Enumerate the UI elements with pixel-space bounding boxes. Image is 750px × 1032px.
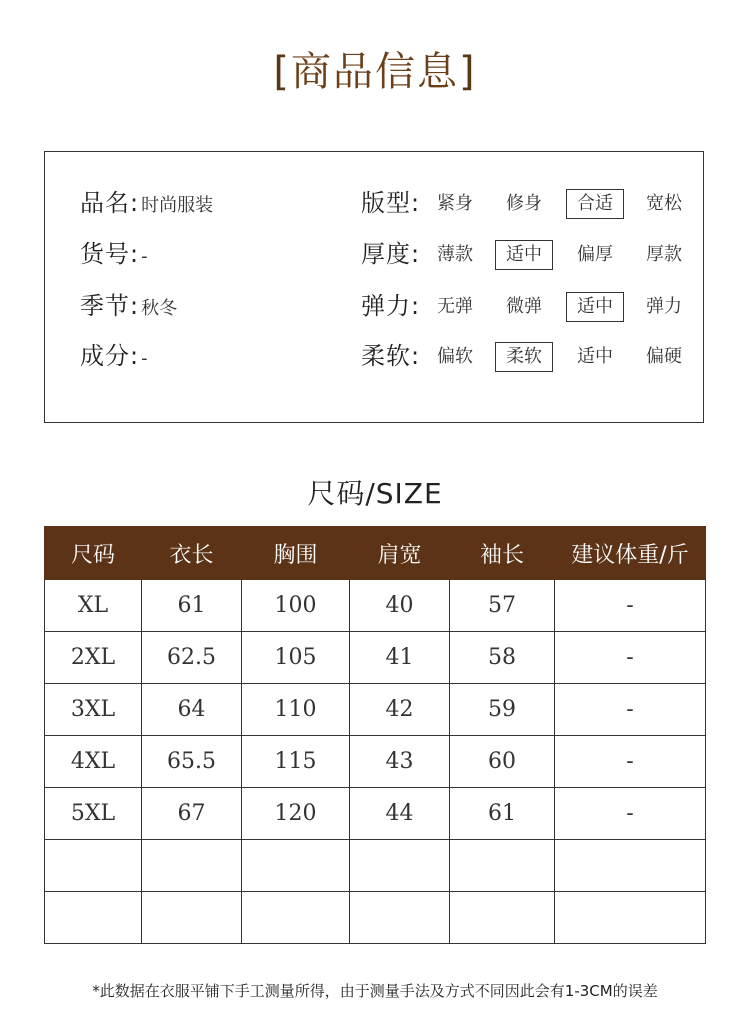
info-value: -	[141, 246, 148, 267]
header-sleeve: 袖长	[450, 527, 555, 580]
title-close-bracket: ]	[459, 49, 477, 95]
table-row	[45, 736, 706, 788]
table-cell: 4XL	[45, 736, 142, 788]
attr-option: 偏硬	[646, 346, 682, 367]
table-cell: -	[555, 632, 706, 684]
table-cell: 61	[142, 580, 242, 632]
table-cell: 44	[350, 788, 450, 840]
table-cell: 120	[242, 788, 350, 840]
attr-option: 合适	[566, 189, 624, 219]
info-label: 成分:	[80, 342, 140, 370]
table-cell: 105	[242, 632, 350, 684]
info-row	[45, 286, 703, 326]
table-cell: 115	[242, 736, 350, 788]
table-cell: 3XL	[45, 684, 142, 736]
table-cell: 64	[142, 684, 242, 736]
info-row	[45, 234, 703, 274]
info-value: -	[141, 348, 148, 369]
header-length: 衣长	[142, 527, 242, 580]
table-cell	[555, 892, 706, 944]
header-weight: 建议体重/斤	[555, 527, 706, 580]
attr-option: 紧身	[437, 193, 473, 214]
table-cell: 67	[142, 788, 242, 840]
table-cell: -	[555, 788, 706, 840]
table-cell	[242, 840, 350, 892]
table-cell: 65.5	[142, 736, 242, 788]
table-cell	[45, 892, 142, 944]
table-header-row	[45, 527, 706, 580]
attr-option: 适中	[566, 292, 624, 322]
attr-option: 薄款	[437, 244, 473, 265]
table-cell	[142, 892, 242, 944]
info-label: 品名:	[80, 189, 140, 217]
table-cell: 2XL	[45, 632, 142, 684]
attr-label: 弹力:	[361, 292, 421, 320]
header-bust: 胸围	[242, 527, 350, 580]
page-title	[0, 44, 750, 100]
header-shoulder: 肩宽	[350, 527, 450, 580]
attr-option: 微弹	[506, 296, 542, 317]
table-cell	[350, 840, 450, 892]
table-cell: XL	[45, 580, 142, 632]
table-row	[45, 580, 706, 632]
table-row	[45, 892, 706, 944]
table-cell: 60	[450, 736, 555, 788]
attr-option: 偏软	[437, 346, 473, 367]
table-cell: 59	[450, 684, 555, 736]
table-row	[45, 840, 706, 892]
info-field	[80, 183, 213, 223]
attr-option: 厚款	[646, 244, 682, 265]
product-info-box	[44, 151, 704, 423]
table-cell: 100	[242, 580, 350, 632]
info-label: 货号:	[80, 240, 140, 268]
table-cell: 58	[450, 632, 555, 684]
info-row	[45, 183, 703, 223]
table-cell: 42	[350, 684, 450, 736]
table-row	[45, 684, 706, 736]
info-value: 秋冬	[141, 298, 178, 319]
table-cell: 41	[350, 632, 450, 684]
info-field	[80, 336, 148, 376]
info-value: 时尚服装	[141, 195, 214, 216]
table-cell	[450, 840, 555, 892]
attr-option: 弹力	[646, 296, 682, 317]
table-cell: 5XL	[45, 788, 142, 840]
table-row	[45, 632, 706, 684]
table-cell	[450, 892, 555, 944]
attr-option: 适中	[577, 346, 613, 367]
info-field	[80, 234, 148, 274]
attr-option: 无弹	[437, 296, 473, 317]
table-cell	[350, 892, 450, 944]
attr-option: 偏厚	[577, 244, 613, 265]
info-row	[45, 336, 703, 376]
attr-label: 厚度:	[361, 240, 421, 268]
title-open-bracket: [	[273, 49, 291, 95]
table-cell: 43	[350, 736, 450, 788]
size-section-title: 尺码/SIZE	[307, 477, 443, 510]
table-cell: 110	[242, 684, 350, 736]
attr-option: 宽松	[646, 193, 682, 214]
table-cell	[142, 840, 242, 892]
table-cell: 62.5	[142, 632, 242, 684]
table-cell: 61	[450, 788, 555, 840]
measurement-footnote: *此数据在衣服平铺下手工测量所得，由于测量手法及方式不同因此会有1-3CM的误差	[92, 982, 658, 1000]
table-cell	[242, 892, 350, 944]
header-size: 尺码	[45, 527, 142, 580]
table-cell: 57	[450, 580, 555, 632]
table-cell: -	[555, 684, 706, 736]
attr-label: 版型:	[361, 189, 421, 217]
table-cell: -	[555, 580, 706, 632]
table-cell	[555, 840, 706, 892]
table-cell: -	[555, 736, 706, 788]
attr-option: 修身	[506, 193, 542, 214]
attr-option: 适中	[495, 240, 553, 270]
size-table	[44, 526, 706, 944]
table-cell: 40	[350, 580, 450, 632]
attr-option: 柔软	[495, 342, 553, 372]
info-field	[80, 286, 177, 326]
info-label: 季节:	[80, 292, 140, 320]
attr-label: 柔软:	[361, 342, 421, 370]
table-row	[45, 788, 706, 840]
title-text: 商品信息	[291, 49, 459, 95]
table-cell	[45, 840, 142, 892]
